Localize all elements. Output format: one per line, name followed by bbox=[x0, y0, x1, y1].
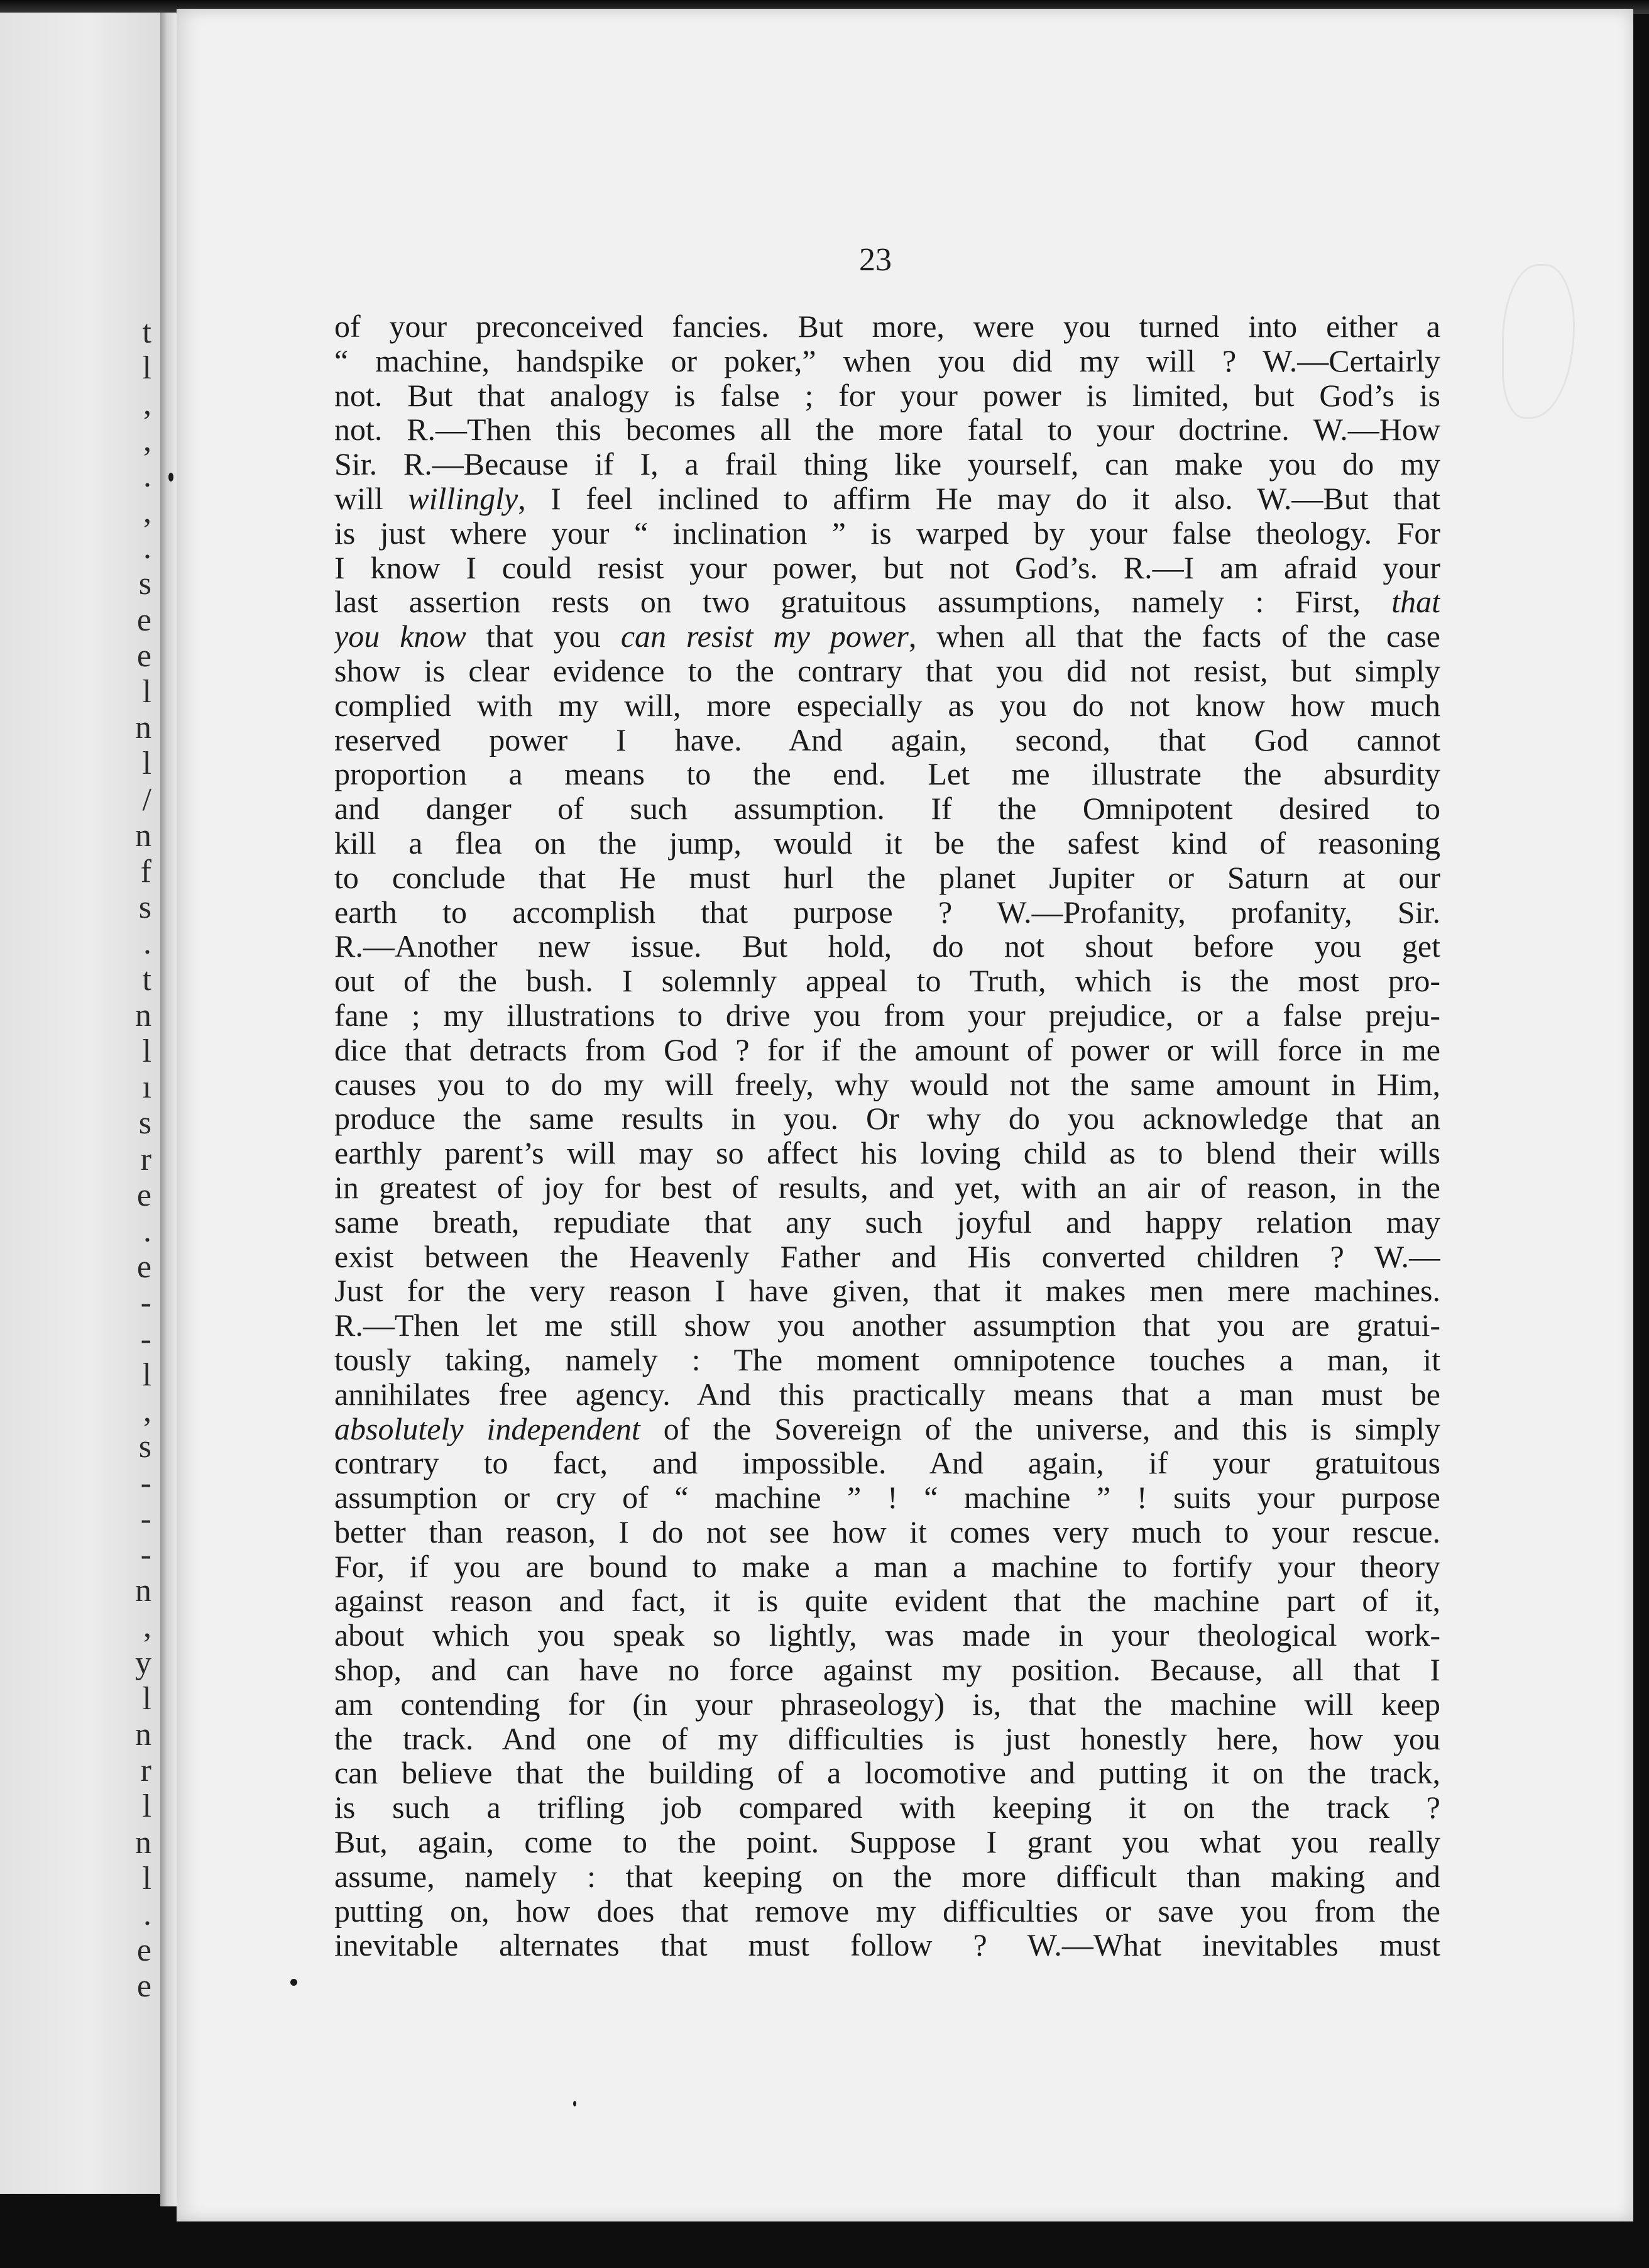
body-text bbox=[334, 309, 1440, 1962]
text-line: R.—Then let me still show you another assumption that you are gratui- bbox=[334, 1308, 1440, 1343]
text-line: last assertion rests on two gratuitous assumptions, namely : First, that bbox=[334, 585, 1440, 620]
text-line: earth to accomplish that purpose ? W.—Profanity, profanity, Sir. bbox=[334, 895, 1440, 930]
text-line: and danger of such assumption. If the Omnipotent desired to bbox=[334, 791, 1440, 826]
italic-phrase: can resist my power bbox=[620, 619, 909, 654]
page-number: 23 bbox=[859, 242, 892, 278]
text-line: R.—Another new issue. But hold, do not shout before you get bbox=[334, 929, 1440, 964]
text-line: causes you to do my will freely, why would not the same amount in Him, bbox=[334, 1067, 1440, 1102]
text-line: better than reason, I do not see how it comes very much to your rescue. bbox=[334, 1514, 1440, 1550]
text-line: is such a trifling job compared with keeping it on the track ? bbox=[334, 1790, 1440, 1825]
text-line: can believe that the building of a locomotive and putting it on the track, bbox=[334, 1756, 1440, 1791]
text-line: For, if you are bound to make a man a machine to fortify your theory bbox=[334, 1549, 1440, 1584]
italic-phrase: that bbox=[1391, 585, 1440, 620]
ink-speck bbox=[290, 1979, 297, 1986]
text-line: annihilates free agency. And this practically means that a man must be bbox=[334, 1377, 1440, 1412]
italic-phrase: absolutely independent bbox=[334, 1411, 640, 1446]
ink-speck bbox=[573, 2101, 576, 2106]
text-line: tously taking, namely : The moment omnipotence touches a man, it bbox=[334, 1342, 1440, 1377]
text-line: am contending for (in your phraseology) is, that the machine will keep bbox=[334, 1687, 1440, 1722]
text-line: dice that detracts from God ? for if the amount of power or will force in me bbox=[334, 1032, 1440, 1067]
text-line: assume, namely : that keeping on the more difficult than making and bbox=[334, 1859, 1440, 1894]
left-page-edge bbox=[0, 13, 160, 2194]
text-line: fane ; my illustrations to drive you from your prejudice, or a false preju- bbox=[334, 998, 1440, 1033]
text-line: shop, and can have no force against my position. Because, all that I bbox=[334, 1653, 1440, 1687]
text-line: inevitable alternates that must follow ? W.—What inevitables must bbox=[334, 1928, 1440, 1963]
text-line: against reason and fact, it is quite evident that the machine part of it, bbox=[334, 1583, 1440, 1619]
text-line: But, again, come to the point. Suppose I grant you what you really bbox=[334, 1825, 1440, 1859]
text-line: kill a flea on the jump, would it be the safest kind of reasoning bbox=[334, 825, 1440, 861]
text-line: assumption or cry of “ machine ” ! “ machine ” ! suits your purpose bbox=[334, 1480, 1440, 1515]
text-line: about which you speak so lightly, was made in your theological work- bbox=[334, 1618, 1440, 1653]
text-line: you know that you can resist my power, when all that the facts of the case bbox=[334, 619, 1440, 654]
text-line: contrary to fact, and impossible. And again, if your gratuitous bbox=[334, 1446, 1440, 1481]
ink-speck bbox=[168, 473, 173, 482]
text-line: the track. And one of my difficulties is just honestly here, how you bbox=[334, 1721, 1440, 1756]
left-page-cut-off-text: t l , , . , . s e e l n l / n f s . t n l ı s r e . e - - l , s - - - n , y l n r l n l . e e bbox=[135, 314, 151, 2005]
italic-phrase: willingly bbox=[408, 481, 518, 516]
text-line: earthly parent’s will may so affect his loving child as to blend their wills bbox=[334, 1136, 1440, 1170]
text-line: proportion a means to the end. Let me illustrate the absurdity bbox=[334, 757, 1440, 792]
text-line: exist between the Heavenly Father and His converted children ? W.— bbox=[334, 1239, 1440, 1274]
text-line: is just where your “ inclination ” is warped by your false theology. For bbox=[334, 515, 1440, 551]
text-line: will willingly, I feel inclined to affirm He may do it also. W.—But that bbox=[334, 481, 1440, 516]
text-line: not. But that analogy is false ; for your power is limited, but God’s is bbox=[334, 378, 1440, 413]
text-line: out of the bush. I solemnly appeal to Truth, which is the most pro- bbox=[334, 964, 1440, 998]
text-line: putting on, how does that remove my difficulties or save you from the bbox=[334, 1893, 1440, 1929]
text-line: Sir. R.—Because if I, a frail thing like yourself, can make you do my bbox=[334, 447, 1440, 482]
text-line: produce the same results in you. Or why do you acknowledge that an bbox=[334, 1101, 1440, 1137]
text-line: “ machine, handspike or poker,” when you did my will ? W.—Certairly bbox=[334, 343, 1440, 378]
text-line: Just for the very reason I have given, that it makes men mere machines. bbox=[334, 1274, 1440, 1309]
text-line: reserved power I have. And again, second, that God cannot bbox=[334, 722, 1440, 757]
book-gutter bbox=[160, 13, 177, 2206]
text-line: same breath, repudiate that any such joyful and happy relation may bbox=[334, 1204, 1440, 1240]
text-line: absolutely independent of the Sovereign of the universe, and this is simply bbox=[334, 1411, 1440, 1446]
text-line: complied with my will, more especially as you do not know how much bbox=[334, 688, 1440, 723]
text-line: in greatest of joy for best of results, and yet, with an air of reason, in the bbox=[334, 1170, 1440, 1205]
text-line: I know I could resist your power, but not God’s. R.—I am afraid your bbox=[334, 550, 1440, 585]
text-line: show is clear evidence to the contrary that you did not resist, but simply bbox=[334, 653, 1440, 688]
text-line: not. R.—Then this becomes all the more fatal to your doctrine. W.—How bbox=[334, 412, 1440, 448]
text-line: to conclude that He must hurl the planet Jupiter or Saturn at our bbox=[334, 860, 1440, 895]
text-line: of your preconceived fancies. But more, were you turned into either a bbox=[334, 309, 1440, 344]
italic-phrase: you know bbox=[334, 619, 466, 654]
